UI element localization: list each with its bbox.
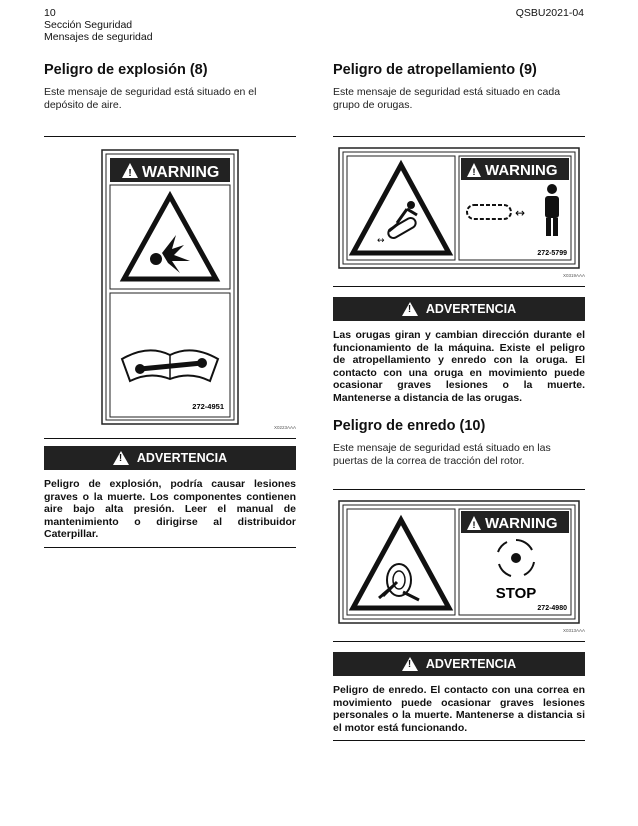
warning-triangle-icon bbox=[402, 657, 418, 671]
stop-label: STOP bbox=[495, 585, 537, 602]
svg-text:!: ! bbox=[472, 167, 476, 177]
advertencia-text: Peligro de explosión, podría causar lesiones graves o la muerte. Los componentes contienen aire bajo alta presión. Leer el manual de mantenimiento o dirigirse al distribuidor Caterpillar. bbox=[44, 478, 296, 540]
divider bbox=[44, 547, 296, 548]
svg-text:!: ! bbox=[128, 168, 132, 179]
advertencia-banner bbox=[44, 446, 296, 470]
advertencia-banner bbox=[333, 297, 585, 321]
crushing-hazard-section bbox=[333, 62, 585, 741]
section-title: Peligro de enredo (10) bbox=[333, 418, 486, 434]
subsection-name: Mensajes de seguridad bbox=[44, 31, 153, 43]
part-number: 272-4980 bbox=[537, 605, 567, 612]
manual-book-icon bbox=[122, 350, 218, 381]
section-intro: Este mensaje de seguridad está situado en cada grupo de orugas. bbox=[333, 86, 561, 111]
page-header-left bbox=[44, 7, 153, 43]
track-warning-decal bbox=[333, 147, 585, 269]
warning-banner-text: WARNING bbox=[485, 515, 558, 532]
svg-text:↔: ↔ bbox=[515, 206, 526, 220]
advertencia-text: Peligro de enredo. El contacto con una correa en movimiento puede ocasionar graves lesiones personales o la muerte. Mantenerse a distancia si el motor está funcionando. bbox=[333, 684, 585, 734]
warning-banner-text: WARNING bbox=[485, 162, 558, 179]
section-title: Peligro de explosión (8) bbox=[44, 62, 208, 78]
warning-triangle-icon bbox=[402, 302, 418, 316]
section-intro: Este mensaje de seguridad está situado en las puertas de la correa de tracción del rotor. bbox=[333, 442, 551, 467]
advertencia-label: ADVERTENCIA bbox=[136, 451, 228, 465]
warning-banner-text: WARNING bbox=[142, 164, 220, 181]
section-name: Sección Seguridad bbox=[44, 19, 133, 31]
figure-id: X0313AAA bbox=[562, 628, 585, 633]
page-number: 10 bbox=[44, 7, 56, 19]
advertencia-label: ADVERTENCIA bbox=[425, 657, 517, 671]
divider bbox=[333, 136, 585, 137]
divider bbox=[44, 438, 296, 439]
advertencia-label: ADVERTENCIA bbox=[425, 302, 517, 316]
part-number: 272-5799 bbox=[537, 250, 567, 257]
explosion-warning-decal bbox=[44, 149, 296, 425]
warning-triangle-icon bbox=[113, 451, 129, 465]
section-intro: Este mensaje de seguridad está situado en el depósito de aire. bbox=[44, 86, 257, 111]
figure-id: X0319AAA bbox=[562, 273, 585, 278]
svg-text:!: ! bbox=[472, 520, 476, 530]
advertencia-text: Las orugas giran y cambian dirección durante el funcionamiento de la máquina. Existe el peligro de atropellamiento y enredo con la oruga. El contacto con una oruga en movimiento puede ocasionar graves lesiones o la muerte. Mantenerse a distancia de las orugas. bbox=[333, 329, 585, 404]
divider bbox=[333, 740, 585, 741]
divider bbox=[333, 489, 585, 490]
divider bbox=[333, 641, 585, 642]
advertencia-banner bbox=[333, 652, 585, 676]
doc-code: QSBU2021-04 bbox=[515, 7, 584, 19]
divider bbox=[44, 136, 296, 137]
part-number: 272-4951 bbox=[192, 402, 224, 411]
explosion-hazard-section bbox=[44, 62, 296, 548]
divider bbox=[333, 286, 585, 287]
figure-id: X0223AAA bbox=[273, 425, 296, 430]
svg-text:↔: ↔ bbox=[377, 236, 385, 246]
belt-warning-decal bbox=[333, 500, 585, 624]
track-icon bbox=[467, 205, 511, 219]
section-title: Peligro de atropellamiento (9) bbox=[333, 62, 537, 78]
